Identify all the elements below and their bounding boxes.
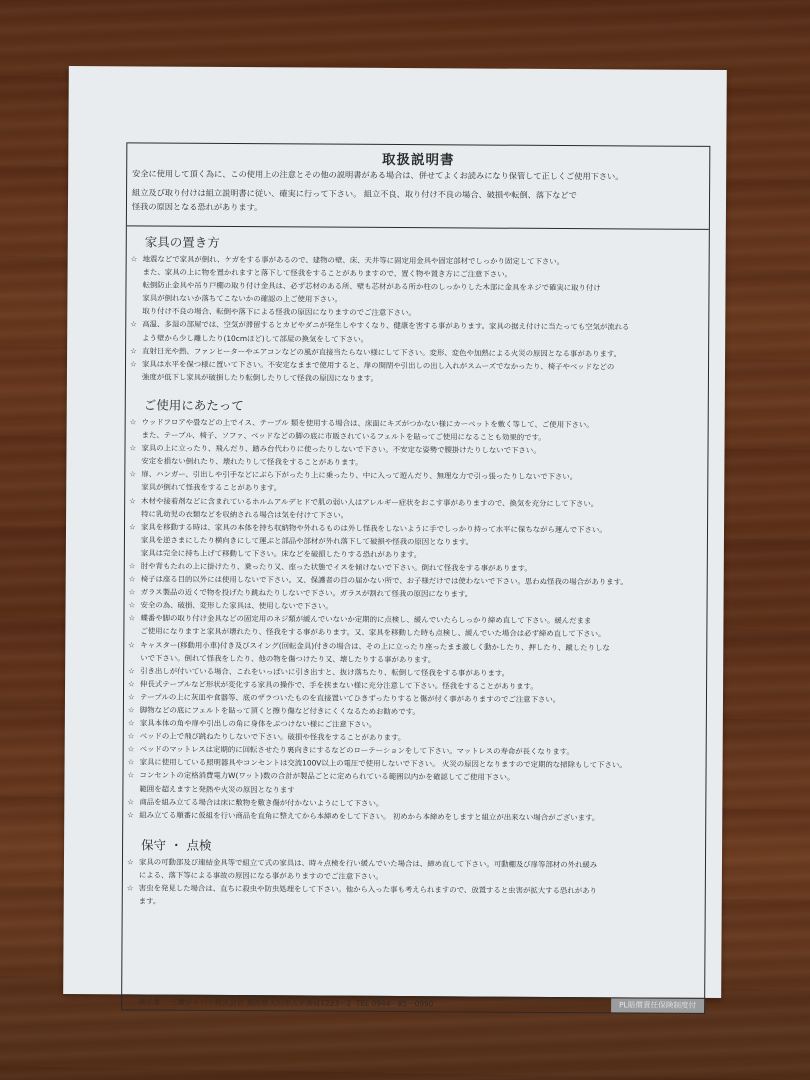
instruction-line [126, 370, 708, 387]
instruction-text: テーブルの上に灰皿や食器等、底のザラついたものを直接置いてひきずったりすると傷が付く事がありますのでご注意下さい。 [139, 692, 561, 704]
footer-company: 三環ジャパン株式会社 [170, 997, 245, 1008]
star-bullet-icon: ☆ [127, 731, 135, 741]
instruction-text: 扉、ハンガー、引出しや引手などにぶら下がったり上に乗ったり、中に入って遊んだり、無理な力で引っ張ったりしないで下さい。 [141, 469, 578, 482]
star-bullet-icon: ☆ [128, 574, 136, 584]
document-frame [121, 142, 710, 1014]
instruction-text: 安定を損ない倒れたり、壊れたりして怪我をすることがあります。 [141, 456, 363, 468]
instruction-text: 強度が低下し家具が破損したり転倒したりして怪我の原因になります。 [141, 372, 378, 383]
instruction-text: 引き出しが付いている場合、これをいっぱいに引き出すと、抜け落ちたり、転倒して怪我をする事があります。 [140, 666, 510, 678]
section-title: 保守 ・ 点検 [141, 837, 212, 853]
instruction-text: による、落下等による事故の原因になる事がありますのでご注意下さい。 [138, 870, 383, 881]
instruction-text: 伸長式テーブルなど形状が変化する家具の操作で、手を挟まない様に充分注意して下さい。怪我をすることがあります。 [140, 679, 538, 691]
instruction-text: ガラス製品の近くで物を投げたり跳ねたりしないで下さい。ガラスが割れて怪我の原因になります。 [140, 587, 473, 599]
instruction-text: ます。 [138, 896, 161, 906]
instruction-text: 家具の可動部及び連結金具等で組立て式の家具は、時々点検を行い緩んでいた場合は、締め直して下さい。可動棚及び扉等部材の外れ緩み [138, 857, 598, 870]
sections-container [123, 232, 709, 911]
star-bullet-icon: ☆ [130, 346, 137, 356]
instruction-line [123, 808, 705, 825]
pl-insurance-badge: PL賠償責任保険制度付 [611, 998, 704, 1013]
footer-address: 福岡県大川市大字酒見1223－2 [246, 998, 352, 1008]
star-bullet-icon: ☆ [127, 757, 135, 767]
star-bullet-icon: ☆ [128, 587, 136, 597]
instruction-text: 直射日光や熱、ファンヒーターやエアコンなどの風が直接当たらない様にして下さい。変形、変色や加熱による火災の原因となる事があります。 [142, 346, 622, 359]
instruction-text: キャスター(移動用小車)付き及びスイング(回転金具)付きの場合は、その上に立ったり座ったまま激しく動かしたり、押したり、蹴したりしな [140, 639, 610, 652]
instruction-text: 木材や接着剤などに含まれているホルムアルデヒドで肌の弱い人はアレルギー症状をおこす事がありますので、換気を充分にして下さい。 [141, 495, 599, 508]
instruction-text: 商品を組み立てる場合は床に敷物を敷き傷が付かないようにして下さい。 [139, 797, 384, 808]
star-bullet-icon: ☆ [130, 254, 138, 264]
document-title: 取扱説明書 [381, 151, 455, 169]
instruction-text: 家具を移動する時は、家具の本体を持ち収納物や外れるものは外し怪我をしないように手でしっかり持って水平に保ちながら運んで下さい。 [141, 522, 607, 534]
instruction-text: 家具本体の角や扉や引出しの角に身体をぶつけない様にご注意下さい。 [139, 718, 377, 729]
star-bullet-icon: ☆ [128, 600, 136, 610]
star-bullet-icon: ☆ [128, 639, 135, 649]
instruction-text: 転倒防止金具や吊り戸棚の取り付け金具は、必ず芯材のある所、壁も芯材がある所か柱のしっかりした木部に金具をネジで確実に取り付け [142, 280, 601, 293]
instruction-text: 家具の上に立ったり、飛んだり、踏み台代わりに使ったりしないで下さい。不安定な姿勢で腰掛けたりしないで下さい。 [141, 443, 541, 456]
instruction-text: 肘や背もたれの上に掛けたり、乗ったり又、座った状態でイスを傾けないで下さい。倒れて怪我をする事があります。 [140, 561, 532, 573]
instruction-text: 椅子は座る目的以外には使用しないで下さい。又、保護者の目の届かない所で、お子様だけでは使わないで下さい。思わぬ怪我の場合があります。 [140, 574, 628, 587]
instruction-text: 家具は完全に持ち上げて移動して下さい。床などを破損したりする恐れがあります。 [140, 548, 422, 560]
star-bullet-icon: ☆ [128, 561, 136, 571]
instruction-text: ベッドの上で飛び跳ねたりしないで下さい。破損や怪我をすることがあります。 [139, 731, 406, 743]
header-box [127, 143, 709, 230]
instruction-line [123, 894, 705, 911]
instruction-text: ご使用になりますと家具が壊れたり、怪我をする事があります。又、家具を移動した時も点検し、緩んでいた場合は必ず締め直して下さい。 [140, 626, 606, 639]
instruction-text: 蝶番や脚の取り付け金具などの固定用のネジ類が緩んでいないか定期的に点検し、緩んでいたらしっかり締め直して下さい。緩んだまま [140, 613, 592, 626]
star-bullet-icon: ☆ [128, 666, 135, 676]
instruction-text: 地震などで家具が倒れ、ケガをする事があるので、建物の壁、床、天井等に固定用金具や固定部材でしっかり固定して下さい。 [142, 254, 565, 267]
star-bullet-icon: ☆ [129, 469, 137, 479]
section-title: 家具の置き方 [144, 234, 220, 250]
star-bullet-icon: ☆ [130, 319, 137, 329]
star-bullet-icon: ☆ [129, 359, 137, 369]
instruction-text: ウッドフロアや畳などの上でイス、テーブル 類を使用する場合は、床面にキズがつかない様にカーペットを敷く等して、ご使用下さい。 [141, 417, 594, 430]
instruction-text: 家具が倒れないか落ちてこないかの確認の上ご使用下さい。 [142, 293, 342, 304]
instruction-text: 家具に使用している照明器具やコンセントは交流100V以上の電圧で使用しないで下さい。 火災の原因となりますので定期的な掃除もして下さい。 [139, 757, 627, 770]
star-bullet-icon: ☆ [127, 770, 135, 780]
instruction-text: 家具を逆さまにしたり横向きにして運ぶと部品や部材が外れ落下して破損や怪我の原因となります。 [140, 535, 473, 547]
instruction-text: 取り付け不良の場合、転倒や落下による怪我の原因になりますのでご注意下さい。 [142, 306, 416, 318]
instruction-text: 家具が倒れて怪我をすることがあります。 [141, 482, 282, 493]
instruction-text: よう壁から少し離したり(10cmほど)して部屋の換気をして下さい。 [142, 333, 369, 344]
instruction-sheet [63, 66, 727, 1010]
footer-tel: TEL 0944－85－0990 [355, 998, 434, 1009]
star-bullet-icon: ☆ [128, 679, 135, 689]
star-bullet-icon: ☆ [127, 744, 135, 754]
star-bullet-icon: ☆ [129, 417, 137, 427]
star-bullet-icon: ☆ [127, 718, 135, 728]
star-bullet-icon: ☆ [128, 613, 136, 623]
instruction-text: 脚物などの底にフェルトを貼って頂くと擦り傷など付きにくくなるためお勧めです。 [139, 705, 420, 717]
instruction-text: いで下さい。倒れて怪我をしたり、他の物を傷つけたり又、壊したりする事があります。 [140, 653, 436, 664]
instruction-text: 害虫を発見した場合は、直ちに殺虫や防虫処理をして下さい。他から入った事も考えられますので、放置すると虫害が拡大する恐れがあり [138, 883, 597, 896]
instruction-text: 高温、多湿の部屋では、空気が滞留するとカビやダニが発生しやすくなり、健康を害する事があります。家具の据え付けに当たっても空気が流れる [142, 319, 630, 332]
instruction-text: 特に乳幼児の衣類などを収納される場合は気を付けて下さい。 [141, 509, 349, 520]
star-bullet-icon: ☆ [129, 522, 136, 532]
star-bullet-icon: ☆ [127, 810, 134, 820]
star-bullet-icon: ☆ [129, 443, 137, 453]
intro-line: 組立及び取り付けは組立説明書に従い、確実に行って下さい。 組立不良、取り付け不良の場合、破損や転倒、落下などで [132, 187, 577, 201]
instruction-text: 安全の為、破損、変形した家具は、使用しないで下さい。 [140, 600, 333, 611]
intro-line: 安全に使用して頂く為に、この使用上の注意とその他の説明書がある場合は、併せてよくお読みになり保管して正しくご使用下さい。 [132, 168, 624, 182]
star-bullet-icon: ☆ [127, 797, 135, 807]
instruction-text: また、テーブル、椅子、ソファ、ベッドなどの脚の底に市販されているフェルトを貼ってご使用になることも効果的です。 [141, 430, 546, 442]
star-bullet-icon: ☆ [129, 495, 136, 505]
instruction-text: 範囲を超えますと発熱や火災の原因となります [139, 784, 295, 794]
instruction-text: 組み立てる順番に仮組を行い商品を直角に整えてから本締めをして下さい。 初めから本締めをしますと組立が出来ない場合がございます。 [139, 810, 600, 823]
instruction-text: また、家具の上に物を置かれますと落下して怪我をすることがありますので、置く物や置き方にご注意下さい。 [142, 267, 512, 279]
footer [122, 994, 704, 1013]
instruction-text: 家具は水平を保つ様に置いて下さい。不安定なままで使用すると、扉の開閉や引出しの出し入れがスムーズでなかったり、椅子やベッドなどの [141, 359, 615, 372]
star-bullet-icon: ☆ [126, 857, 134, 867]
instruction-text: コンセントの定格消費電力W(ワット)数の合計が製品ごとに定められている範囲以内かを確認してご使用下さい。 [139, 770, 515, 783]
star-bullet-icon: ☆ [127, 692, 135, 702]
footer-label: 表示者 [138, 997, 161, 1007]
star-bullet-icon: ☆ [127, 705, 135, 715]
intro-line: 怪我の原因となる恐れがあります。 [131, 201, 263, 213]
instruction-text: ベッドのマットレスは定期的に回転させたり裏向きにするなどのローテーションをして下さい。マットレスの寿命が長くなります。 [139, 744, 574, 757]
star-bullet-icon: ☆ [126, 883, 134, 893]
section-title: ご使用にあたって [143, 397, 244, 414]
